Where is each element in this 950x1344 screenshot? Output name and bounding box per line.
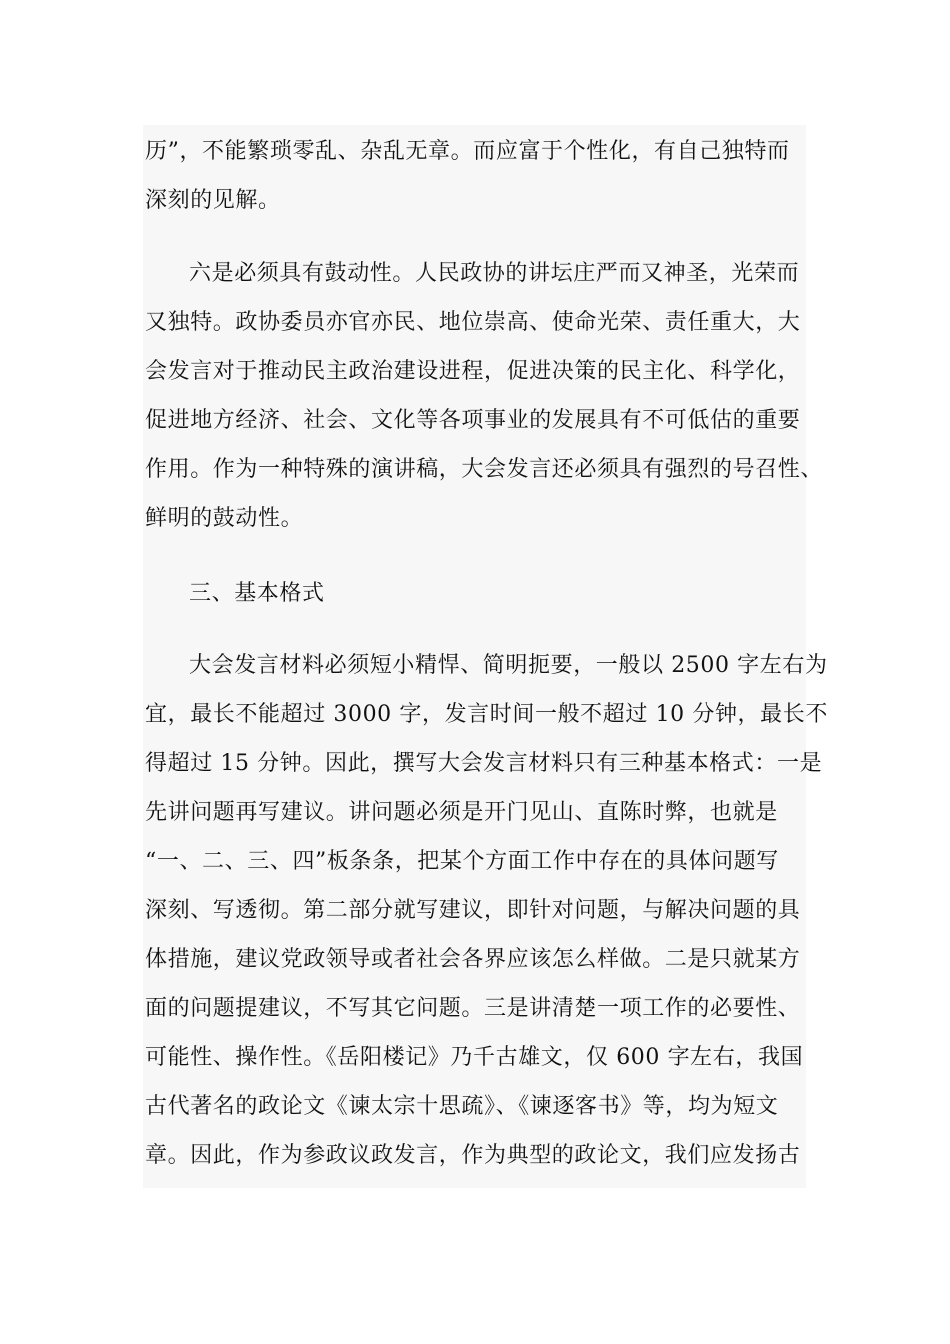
text-line: 宜，最长不能超过 3000 字，发言时间一般不超过 10 分钟，最长不 [145, 702, 828, 727]
text-line: 面的问题提建议，不写其它问题。三是讲清楚一项工作的必要性、 [145, 996, 801, 1021]
text-line: 六是必须具有鼓动性。人民政协的讲坛庄严而又神圣，光荣而 [189, 261, 800, 286]
text-line: 体措施，建议党政领导或者社会各界应该怎么样做。二是只就某方 [145, 947, 801, 972]
paragraph-continuation [145, 127, 825, 225]
text-line: 历”，不能繁琐零乱、杂乱无章。而应富于个性化，有自己独特而 [145, 139, 790, 164]
text-line: 作用。作为一种特殊的演讲稿，大会发言还必须具有强烈的号召性、 [145, 457, 824, 482]
text-line: “一、二、三、四”板条条，把某个方面工作中存在的具体问题写 [145, 849, 779, 874]
text-line: 深刻、写透彻。第二部分就写建议，即针对问题，与解决问题的具 [145, 898, 801, 923]
text-line: 鲜明的鼓动性。 [145, 506, 304, 531]
text-line: 章。因此，作为参政议政发言，作为典型的政论文，我们应发扬古 [145, 1143, 801, 1168]
text-line: 得超过 15 分钟。因此，撰写大会发言材料只有三种基本格式：一是 [145, 751, 823, 776]
text-line: 大会发言材料必须短小精悍、简明扼要，一般以 2500 字左右为 [189, 653, 828, 678]
text-line: 古代著名的政论文《谏太宗十思疏》、《谏逐客书》等，均为短文 [145, 1094, 779, 1119]
section-heading [145, 569, 825, 618]
heading-text: 三、基本格式 [189, 581, 325, 606]
text-line: 深刻的见解。 [145, 188, 281, 213]
text-line: 又独特。政协委员亦官亦民、地位崇高、使命光荣、责任重大，大 [145, 310, 801, 335]
text-line: 可能性、操作性。《岳阳楼记》乃千古雄文，仅 600 字左右，我国 [145, 1045, 804, 1070]
paragraph-basic-format [145, 641, 828, 1180]
text-line: 会发言对于推动民主政治建设进程，促进决策的民主化、科学化， [145, 359, 801, 384]
paragraph-mobilizing [145, 249, 825, 543]
text-line: 先讲问题再写建议。讲问题必须是开门见山、直陈时弊，也就是 [145, 800, 778, 825]
text-line: 促进地方经济、社会、文化等各项事业的发展具有不可低估的重要 [145, 408, 801, 433]
